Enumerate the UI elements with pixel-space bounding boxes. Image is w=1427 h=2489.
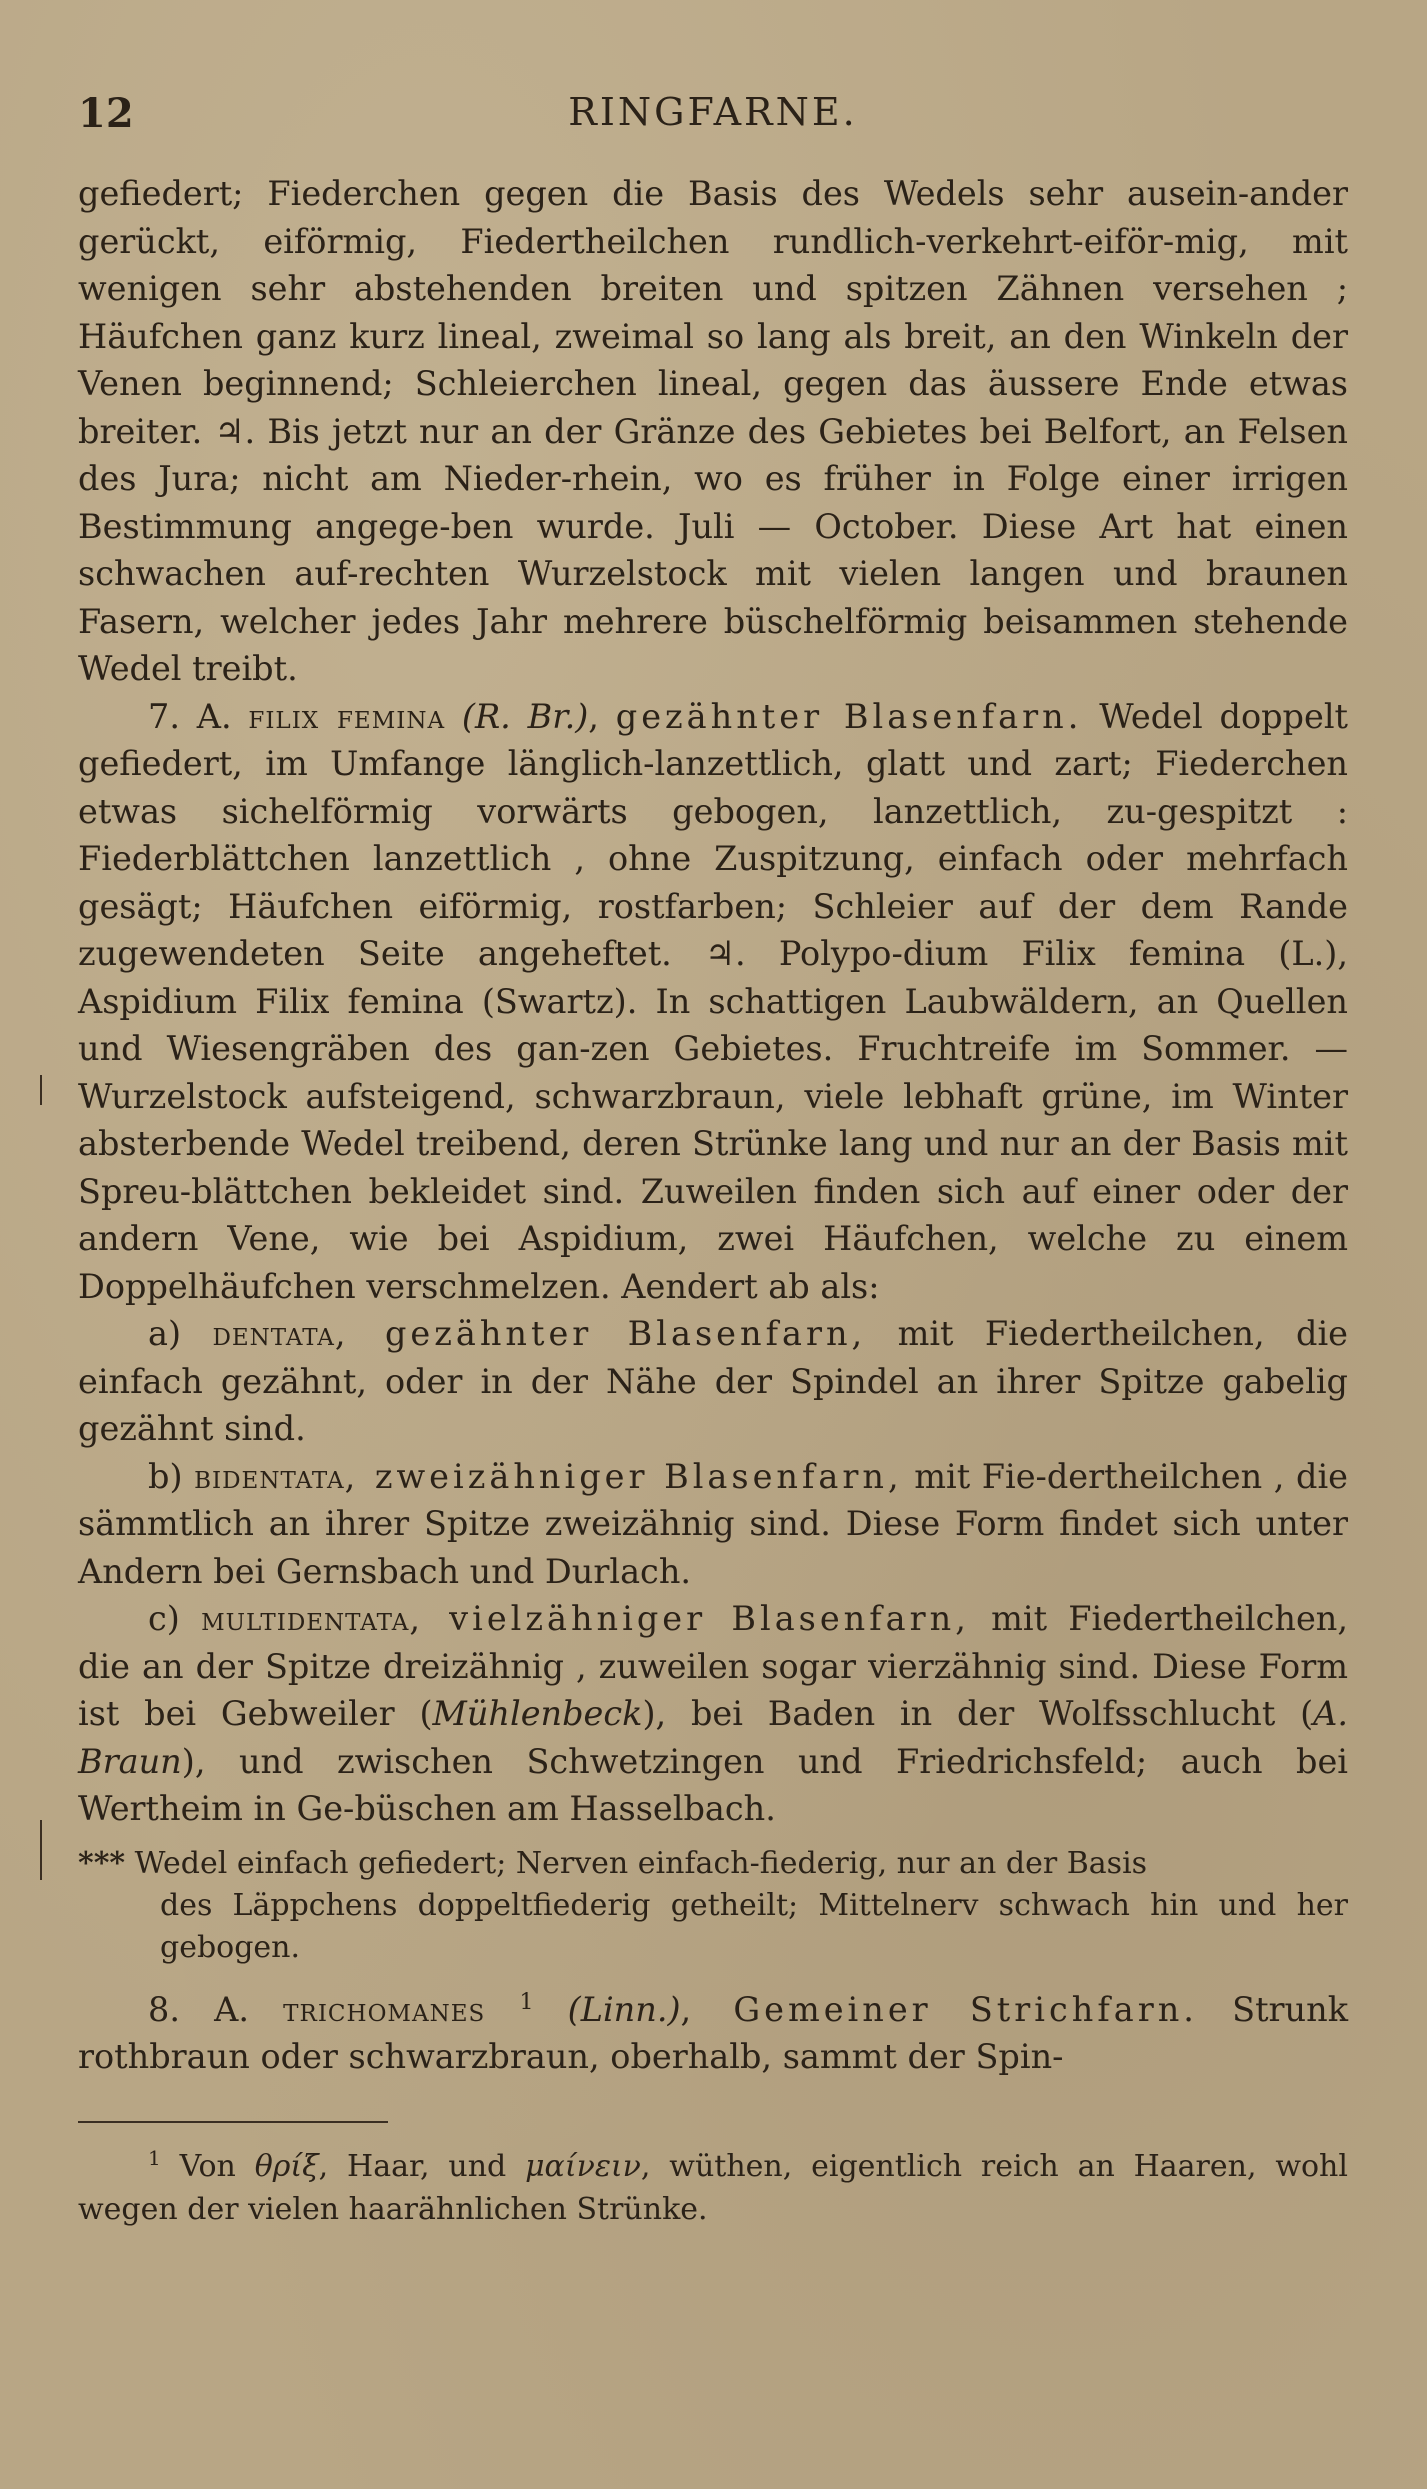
species-number: 7. A.: [148, 696, 249, 736]
body-text: [78, 170, 1348, 2081]
variety-name: dentata: [212, 1314, 335, 1353]
variety-common-name: , zweizähniger Blasenfarn,: [344, 1456, 903, 1496]
species-name: trichomanes: [283, 1989, 486, 2029]
section-note: [78, 1843, 1348, 1969]
margin-mark: [40, 1075, 42, 1105]
greek-word: μαίνειν: [525, 2148, 641, 2184]
page-number: 12: [78, 90, 134, 137]
footnote-marker: 1: [148, 2145, 161, 2170]
footnote-ref: 1: [519, 1989, 534, 2015]
variety-description: ), und zwischen Schwetzingen und Friedrichsfeld; auch bei Wertheim in Ge-büschen am Hasselbach.: [78, 1741, 1348, 1828]
greek-word: θρίξ: [254, 2148, 319, 2184]
collector-name: A. Braun: [78, 1694, 1348, 1781]
variety-common-name: , vielzähniger Blasenfarn,: [409, 1599, 970, 1638]
book-page: [78, 80, 1348, 2261]
variety-description: mit Fiedertheilchen, die einfach gezähnt, oder in der Nähe der Spindel an ihrer Spitze gabelig gezähnt sind.: [78, 1314, 1348, 1448]
variety-label: c): [148, 1599, 202, 1638]
species-7-entry: 7. A. filix femina (R. Br.), gezähnter Blasenfarn. Wedel doppelt gefiedert, im Umfange länglich-lanzettlich, glatt und zart; Fiederchen etwas sichelförmig vorwärts gebogen, lanzettlich, zu-gespitzt : Fiederblättchen lanzettlich , ohne Zuspitzung, einfach oder mehrfach gesägt; Häufchen eiförmig, rostfarben; Schleier auf der dem Rande zugewendeten Seite angeheftet. ♃. Polypo-dium Filix femina (L.), Aspidium Filix femina (Swartz). In schattigen Laubwäldern, an Quellen und Wiesengräben des gan-zen Gebietes. Fruchtreife im Sommer. —Wurzelstock aufsteigend, schwarzbraun, viele lebhaft grüne, im Winter absterbende Wedel treibend, deren Strünke lang und nur an der Basis mit Spreu-blättchen bekleidet sind. Zuweilen finden sich auf einer oder der andern Vene, wie bei Aspidium, zwei Häufchen, welche zu einem Doppelhäufchen verschmelzen. Aendert ab als:: [78, 696, 1349, 1306]
species-8-entry: [78, 1979, 1348, 2081]
variety-description: mit Fie-dertheilchen , die sämmtlich an ihrer Spitze zweizähnig sind. Diese Form findet sich unter Andern bei Gernsbach und Durlach.: [78, 1456, 1348, 1591]
variety-c: [78, 1595, 1348, 1833]
variety-label: a): [148, 1314, 213, 1353]
footnote-rule: [78, 2121, 388, 2123]
variety-name: bidentata: [194, 1456, 345, 1496]
variety-a: [78, 1310, 1348, 1453]
species-number: 8. A.: [148, 1989, 284, 2029]
common-name: , Gemeiner Strichfarn.: [680, 1989, 1198, 2029]
species-author: (Linn.): [567, 1989, 681, 2029]
species-description: Wedel doppelt gefiedert, im Umfange länglich-lanzettlich, glatt und zart; Fiederchen etwas sichelförmig vorwärts gebogen, lanzettlich, zu-gespitzt : Fiederblättchen lanzettlich , ohne Zuspitzung, einfach oder mehrfach gesägt; Häufchen eiförmig, rostfarben; Schleier auf der dem Rande zugewendeten Seite angeheftet. ♃. Polypo-dium Filix femina (L.), Aspidium Filix femina (Swartz). In schattigen Laubwäldern, an Quellen und Wiesengräben des gan-zen Gebietes. Fruchtreife im Sommer. —Wurzelstock aufsteigend, schwarzbraun, viele lebhaft grüne, im Winter absterbende Wedel treibend, deren Strünke lang und nur an der Basis mit Spreu-blättchen bekleidet sind. Zuweilen finden sich auf einer oder der andern Vene, wie bei Aspidium, zwei Häufchen, welche zu einem Doppelhäufchen verschmelzen. Aendert ab als:: [78, 696, 1349, 1306]
species-description: Strunk rothbraun oder schwarzbraun, oberhalb, sammt der Spin-: [78, 1989, 1349, 2077]
variety-common-name: , gezähnter Blasenfarn,: [334, 1314, 867, 1353]
variety-description: ), bei Baden in der Wolfsschlucht (: [642, 1694, 1314, 1733]
collector-name: Mühlenbeck: [432, 1694, 643, 1733]
variety-name: multidentata: [201, 1599, 410, 1638]
margin-mark: [40, 1820, 42, 1880]
note-continuation: des Läppchens doppeltfiederig getheilt; Mittelnerv schwach hin und her gebogen.: [160, 1887, 1348, 1965]
note-line: Wedel einfach gefiedert; Nerven einfach-fiederig, nur an der Basis: [125, 1845, 1148, 1881]
variety-description: mit Fiedertheilchen, die an der Spitze dreizähnig , zuweilen sogar vierzähnig sind. Diese Form ist bei Gebweiler (: [78, 1599, 1349, 1733]
running-head: RINGFARNE.: [568, 90, 858, 134]
footnote: $^1$ Von θρίξ, Haar, und μαίνειν, wüthen, eigentlich reich an Haaren, wohl wegen der vielen haarähnlichen Strünke.: [78, 2145, 1348, 2227]
variety-label: b): [148, 1456, 195, 1496]
species-author: (R. Br.): [461, 696, 589, 736]
page-header: [78, 80, 1348, 150]
species-name: filix femina: [248, 696, 446, 736]
common-name: gezähnter Blasenfarn.: [615, 696, 1083, 736]
note-marker: ***: [78, 1845, 126, 1881]
paragraph-continued: gefiedert; Fiederchen gegen die Basis des Wedels sehr ausein-ander gerückt, eiförmig, Fiedertheilchen rundlich-verkehrt-eiför-mig, mit wenigen sehr abstehenden breiten und spitzen Zähnen versehen ; Häufchen ganz kurz lineal, zweimal so lang als breit, an den Winkeln der Venen beginnend; Schleierchen lineal, gegen das äussere Ende etwas breiter. ♃. Bis jetzt nur an der Gränze des Gebietes bei Belfort, an Felsen des Jura; nicht am Nieder-rhein, wo es früher in Folge einer irrigen Bestimmung angege-ben wurde. Juli — October. Diese Art hat einen schwachen auf-rechten Wurzelstock mit vielen langen und braunen Fasern, welcher jedes Jahr mehrere büschelförmig beisammen stehende Wedel treibt.: [78, 174, 1348, 688]
variety-b: [78, 1453, 1348, 1596]
